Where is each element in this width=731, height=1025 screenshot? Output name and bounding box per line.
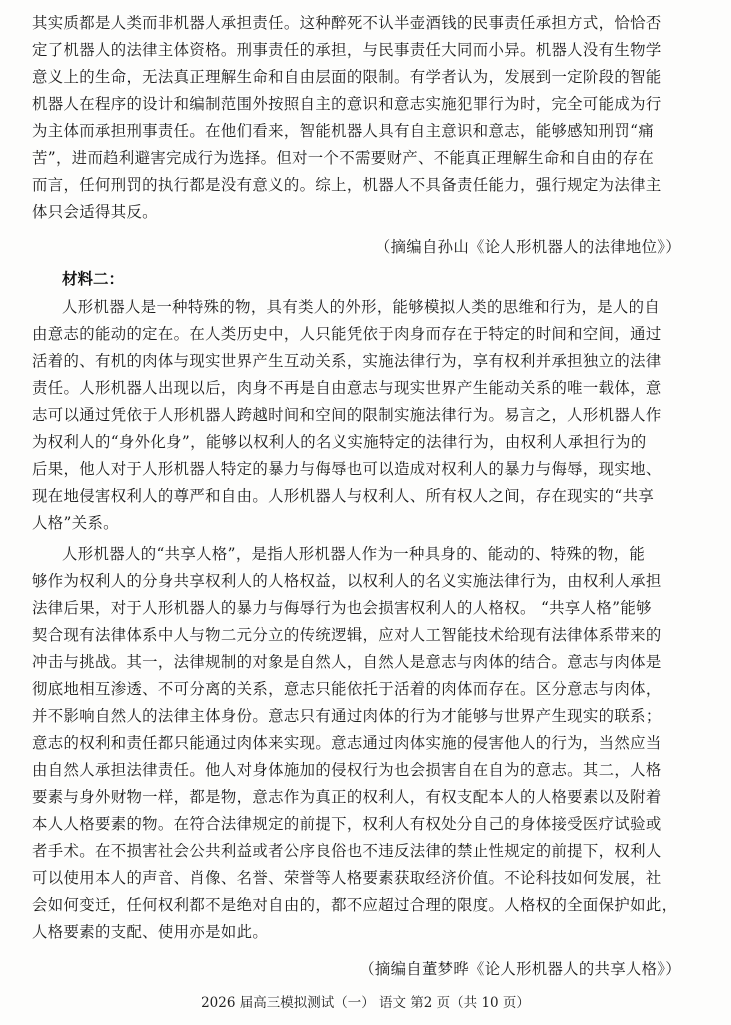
paragraph3-line: 意志的权利和责任都只能通过肉体来实现。意志通过肉体实施的侵害他人的行为，当然应当 (32, 734, 662, 752)
paragraph3-line: 本人人格要素的物。在符合法律规定的前提下，权利人有权处分自己的身体接受医疗试验或 (32, 815, 662, 833)
paragraph3-line: 要素与身外财物一样，都是物，意志作为真正的权利人，有权支配本人的人格要素以及附着 (32, 788, 662, 806)
passage1-line: 定了机器人的法律主体资格。刑事责任的承担，与民事责任大同而小异。机器人没有生物学 (32, 41, 662, 59)
paragraph2-line: 后果，他人对于人形机器人特定的暴力与侮辱也可以造成对权利人的暴力与侮辱，现实地、 (32, 460, 662, 478)
paragraph3-line: 契合现有法律体系中人与物二元分立的传统逻辑，应对人工智能技术给现有法律体系带来的 (32, 626, 662, 644)
paragraph3-line: 者手术。在不损害社会公共利益或者公序良俗也不违反法律的禁止性规定的前提下，权利人 (32, 842, 662, 860)
paragraph3-line: 并不影响自然人的法律主体身份。意志只有通过肉体的行为才能够与世界产生现实的联系； (32, 707, 662, 725)
paragraph3-line: 彻底地相互渗透、不可分离的关系，意志只能依托于活着的肉体而存在。区分意志与肉体， (32, 680, 662, 698)
source-citation-2: （摘编自董梦晔《论人形机器人的共享人格》） (359, 960, 681, 978)
paragraph2-line: 志可以通过凭依于人形机器人跨越时间和空间的限制实施法律行为。易言之，人形机器人作 (32, 406, 662, 424)
passage1-line: 机器人在程序的设计和编制范围外按照自主的意识和意志实施犯罪行为时，完全可能成为行 (32, 95, 662, 113)
paragraph3-line: 冲击与挑战。其一，法律规制的对象是自然人，自然人是意志与肉体的结合。意志与肉体是 (32, 653, 662, 671)
source-citation-1: （摘编自孙山《论人形机器人的法律地位》） (374, 238, 681, 256)
passage1-line: 其实质都是人类而非机器人承担责任。这种醉死不认半壶酒钱的民事责任承担方式，恰恰否 (32, 14, 662, 32)
material2-heading: 材料二： (62, 270, 125, 288)
paragraph3-line: 会如何变迁，任何权利都不是绝对自由的，都不应超过合理的限度。人格权的全面保护如此， (32, 896, 678, 914)
passage1-line: 意义上的生命，无法真正理解生命和自由层面的限制。有学者认为，发展到一定阶段的智能 (32, 68, 662, 86)
paragraph2-line: 人格”关系。 (32, 514, 119, 532)
paragraph3-line: 由自然人承担法律责任。他人对身体施加的侵权行为也会损害自在自为的意志。其二，人格 (32, 761, 662, 779)
paragraph2-line: 活着的、有机的肉体与现实世界产生互动关系，实施法律行为，享有权利并承担独立的法律 (32, 352, 662, 370)
passage1-line: 而言，任何刑罚的执行都是没有意义的。综上，机器人不具备责任能力，强行规定为法律主 (32, 176, 662, 194)
passage1-line: 为主体而承担刑事责任。在他们看来，智能机器人具有自主意识和意志，能够感知刑罚“痛 (32, 122, 655, 140)
paragraph3-line: 人格要素的支配、使用亦是如此。 (32, 923, 269, 941)
paragraph2-first-line: 人形机器人是一种特殊的物，具有类人的外形，能够模拟人类的思维和行为，是人的自 (62, 298, 661, 316)
passage1-line: 体只会适得其反。 (32, 203, 158, 221)
paragraph3-first-line: 人形机器人的“共享人格”，是指人形机器人作为一种具身的、能动的、特殊的物，能 (62, 545, 646, 563)
paragraph3-line: 可以使用本人的声音、肖像、名誉、荣誉等人格要素获取经济价值。不论科技如何发展，社 (32, 869, 662, 887)
paragraph2-line: 现在地侵害权利人的尊严和自由。人形机器人与权利人、所有权人之间，存在现实的“共享 (32, 487, 655, 505)
passage1-line: 苦”，进而趋利避害完成行为选择。但对一个不需要财产、不能真正理解生命和自由的存在 (32, 149, 655, 167)
paragraph2-line: 责任。人形机器人出现以后，肉身不再是自由意志与现实世界产生能动关系的唯一载体，意 (32, 379, 662, 397)
paragraph3-line: 够作为权利人的分身共享权利人的人格权益，以权利人的名义实施法律行为，由权利人承担 (32, 572, 662, 590)
paragraph2-line: 为权利人的“身外化身”，能够以权利人的名义实施特定的法律行为，由权利人承担行为的 (32, 433, 647, 451)
paragraph3-line: 法律后果，对于人形机器人的暴力与侮辱行为也会损害权利人的人格权。 “共享人格”能够 (32, 599, 652, 617)
page-footer: 2026 届高三模拟测试（一） 语文 第2 页（共 10 页） (201, 995, 530, 1011)
paragraph2-line: 由意志的能动的定在。在人类历史中，人只能凭依于肉身而存在于特定的时间和空间，通过 (32, 325, 662, 343)
